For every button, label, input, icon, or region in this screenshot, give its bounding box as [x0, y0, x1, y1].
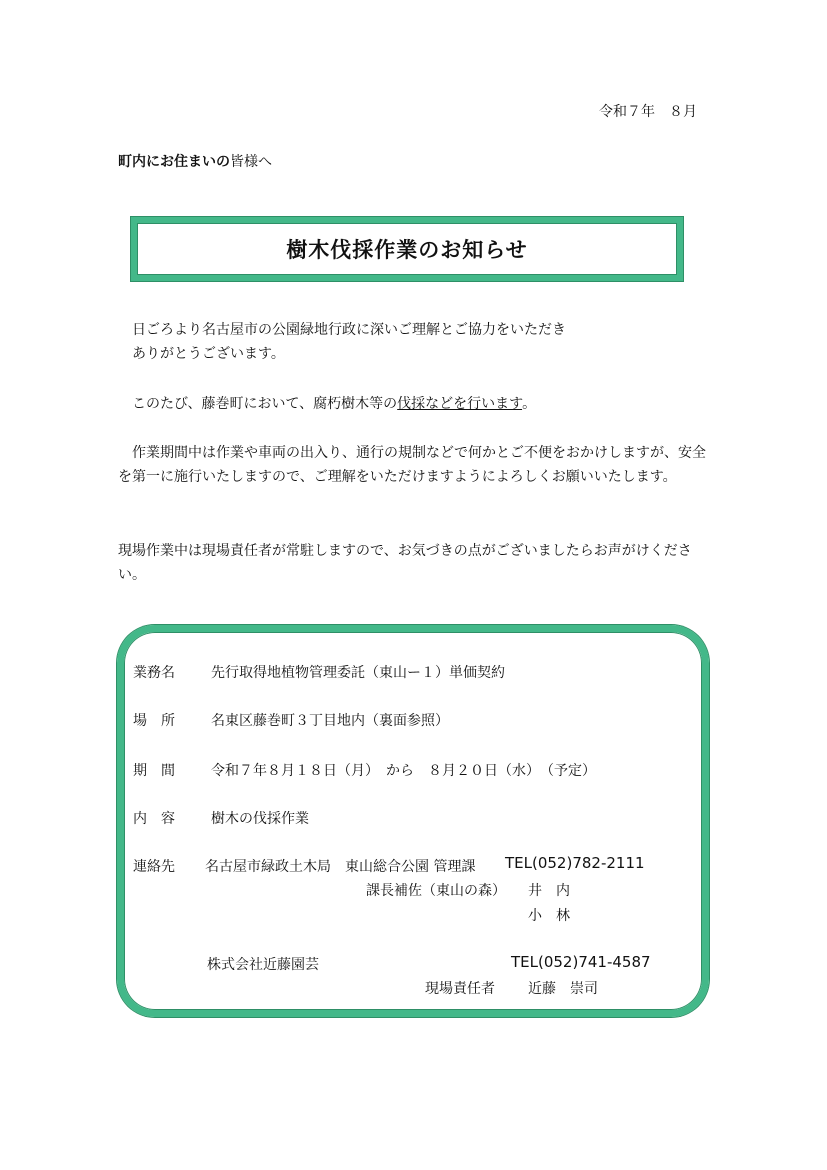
contact-name-2: 小 林 — [528, 908, 570, 924]
title-box — [131, 217, 683, 281]
site-manager-role: 現場責任者 — [425, 981, 495, 997]
addressee-bold: 町内にお住まいの — [118, 154, 230, 170]
paragraph-inconvenience: 作業期間中は作業や車両の出入り、通行の規制などで何かとご不便をおかけしますが、安全を第一に施行いたしますので、ご理解をいただけますようによろしくお願いいたします。 — [118, 445, 706, 485]
greeting-line-1: 日ごろより名古屋市の公園緑地行政に深いご理解とご協力をいただき — [132, 322, 566, 338]
notice-pre: このたび、藤巻町において、腐朽樹木等の — [132, 396, 398, 412]
period-label: 期 間 — [133, 763, 175, 779]
greeting-line-2: ありがとうございます。 — [132, 346, 285, 362]
company-name: 株式会社近藤園芸 — [207, 957, 319, 973]
notice-post: 。 — [522, 396, 537, 412]
contact-org: 名古屋市緑政土木局 東山総合公園 管理課 — [205, 859, 476, 875]
content-label: 内 容 — [133, 811, 175, 827]
contact-label: 連絡先 — [133, 859, 175, 875]
content-value: 樹木の伐採作業 — [211, 811, 309, 827]
date: 令和７年 ８月 — [599, 104, 697, 120]
paragraph-notice — [118, 392, 722, 416]
period-value: 令和７年８月１８日（月） から ８月２０日（水） （予定） — [211, 763, 596, 779]
paragraph-greeting — [118, 318, 708, 366]
addressee — [118, 151, 272, 171]
place-label: 場 所 — [133, 713, 175, 729]
place-value: 名東区藤巻町３丁目地内（裏面参照） — [211, 713, 449, 729]
site-manager-name: 近藤 崇司 — [528, 981, 598, 997]
page-title: 樹木伐採作業のお知らせ — [286, 238, 528, 262]
notice-underlined: 伐採などを行います — [397, 396, 523, 412]
contact-name-1: 井 内 — [528, 883, 570, 899]
work-value: 先行取得地植物管理委託（東山ー１）単価契約 — [211, 665, 505, 681]
paragraph-site-manager: 現場作業中は現場責任者が常駐しますので、お気づきの点がございましたらお声がけください。 — [118, 543, 692, 583]
work-label: 業務名 — [133, 665, 175, 681]
contact-tel: TEL(052)782-2111 — [505, 854, 645, 872]
contact-role: 課長補佐（東山の森） — [366, 883, 506, 899]
addressee-rest: 皆様へ — [230, 154, 272, 170]
company-tel: TEL(052)741-4587 — [511, 953, 651, 971]
